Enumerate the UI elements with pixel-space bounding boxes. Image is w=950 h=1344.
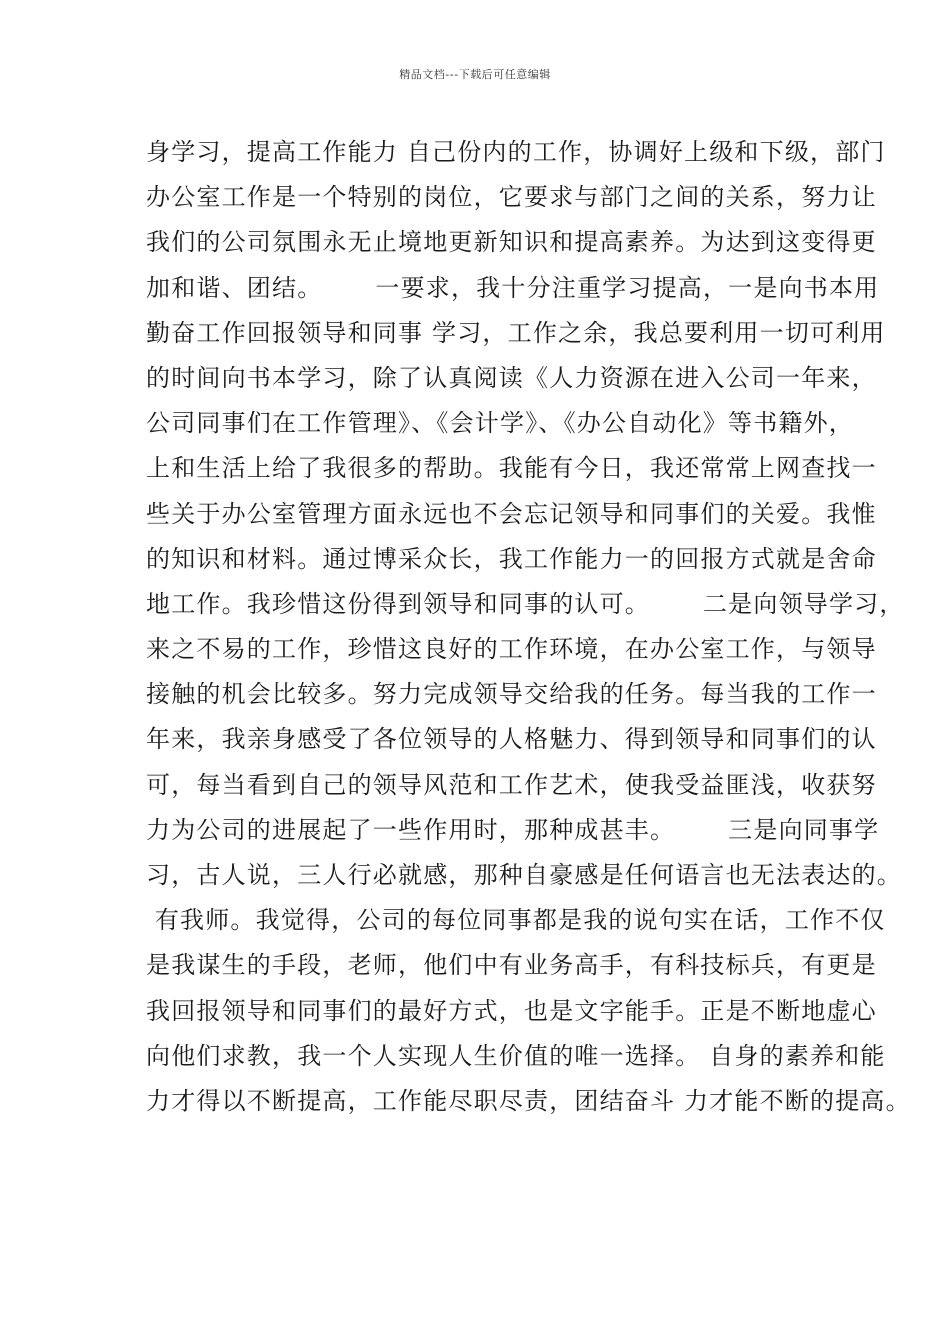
body-text: [146, 130, 911, 1124]
text-line: 是我谋生的手段，老师，他们中有业务高手，有科技标兵，有更是: [146, 951, 877, 980]
text-line: 些关于办公室管理方面永远也不会忘记领导和同事们的关爱。我惟: [146, 499, 877, 528]
text-line: 勤奋工作回报领导和同事 学习，工作之余，我总要利用一切可利用: [146, 318, 886, 347]
text-line: 力才得以不断提高，工作能尽职尽责，团结奋斗 力才能不断的提高。: [146, 1086, 911, 1115]
text-line: 可，每当看到自己的领导风范和工作艺术，使我受益匪浅，收获努: [146, 770, 877, 799]
text-line: 有我师。我觉得，公司的每位同事都是我的说句实在话，工作不仅: [146, 906, 886, 935]
text-line: 我回报领导和同事们的最好方式，也是文字能手。正是不断地虚心: [146, 996, 877, 1025]
text-line: 接触的机会比较多。努力完成领导交给我的任务。每当我的工作一: [146, 680, 877, 709]
text-line: 向他们求教，我一个人实现人生价值的唯一选择。 自身的素养和能: [146, 1041, 886, 1070]
text-line: 身学习，提高工作能力 自己份内的工作，协调好上级和下级，部门: [146, 138, 886, 166]
text-line: 加和谐、团结。 一要求，我十分注重学习提高，一是向书本用: [146, 273, 880, 302]
text-line: 力为公司的进展起了一些作用时，那种成甚丰。 三是向同事学: [146, 815, 880, 844]
text-line: 习，古人说，三人行必就感，那种自豪感是任何语言也无法表达的。: [146, 861, 902, 889]
text-line: 上和生活上给了我很多的帮助。我能有今日，我还常常上网查找一: [146, 454, 877, 483]
text-line: 地工作。我珍惜这份得到领导和同事的认可。 二是向领导学习，: [146, 589, 905, 618]
text-line: 的知识和材料。通过博采众长，我工作能力一的回报方式就是舍命: [146, 544, 877, 573]
page-header: 精品文档---下载后可任意编辑: [399, 68, 551, 81]
text-line: 的时间向书本学习，除了认真阅读《人力资源在进入公司一年来，: [146, 363, 877, 392]
text-line: 来之不易的工作，珍惜这良好的工作环境，在办公室工作，与领导: [146, 635, 877, 664]
text-line: 年来，我亲身感受了各位领导的人格魅力、得到领导和同事们的认: [146, 725, 877, 754]
text-line: 公司同事们在工作管理》、《会计学》、《办公自动化》等书籍外，: [146, 409, 854, 438]
text-line: 我们的公司氛围永无止境地更新知识和提高素养。为达到这变得更: [146, 228, 877, 257]
text-line: 办公室工作是一个特别的岗位，它要求与部门之间的关系，努力让: [146, 183, 877, 212]
